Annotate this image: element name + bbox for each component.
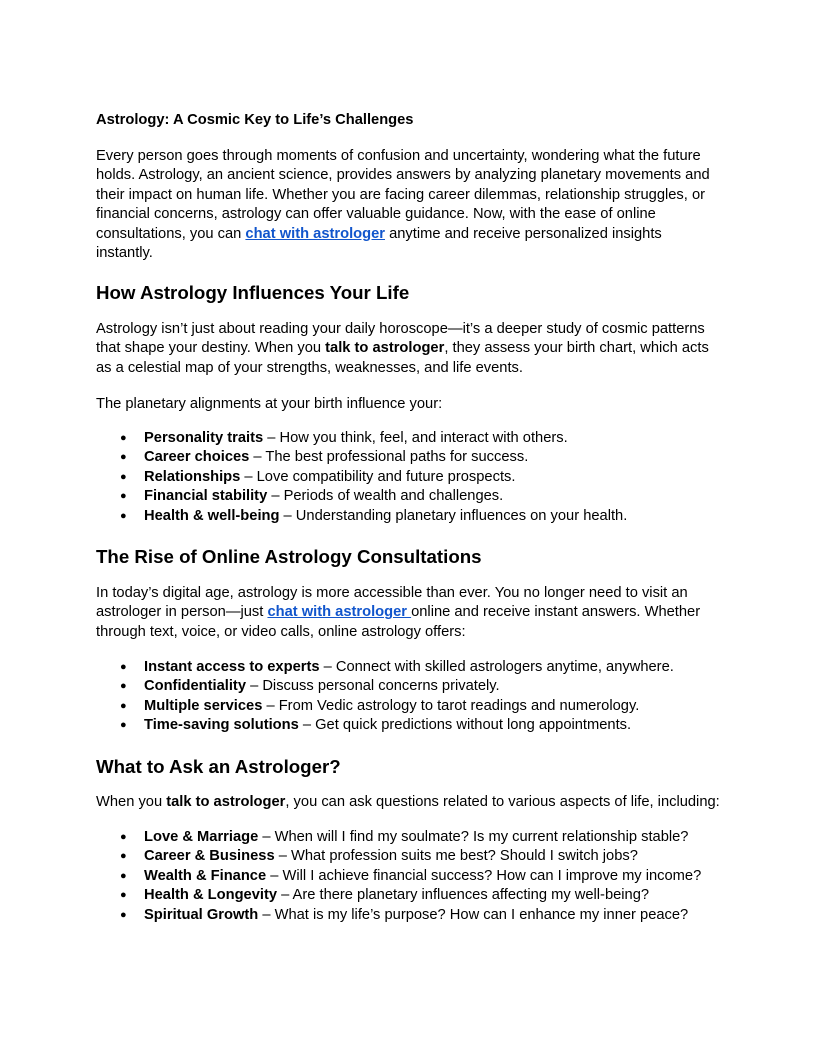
intro-paragraph [96, 147, 722, 263]
chat-with-astrologer-link[interactable]: chat with astrologer [267, 604, 412, 621]
text: In today’s digital age, astrology is more accessible than ever. You no longer need to visit an astrologer in person—just [96, 585, 688, 621]
desc: – When will I find my soulmate? Is my current relationship stable? [258, 829, 689, 845]
list-item [96, 658, 736, 677]
term: Personality traits [144, 430, 264, 446]
desc: – Get quick predictions without long appointments. [298, 717, 632, 734]
bold-text: talk to astrologer [325, 340, 445, 357]
desc: – How you think, feel, and interact with others. [263, 430, 568, 446]
desc: – Are there planetary influences affecting my well-being? [277, 887, 650, 904]
desc: – Connect with skilled astrologers anytime, anywhere. [319, 659, 674, 675]
section3-paragraph [96, 793, 722, 812]
term: Multiple services [144, 697, 263, 714]
benefits-list [96, 658, 736, 736]
chat-with-astrologer-link[interactable]: chat with astrologer [245, 225, 385, 242]
text: Every person goes through moments of confusion and uncertainty, wondering what the future holds. Astrology, an ancient science, provides answers by analyzing planetary movements and their impact on human life. Whether you are facing career dilemmas, relationship struggles, or financial concerns, astrology can offer valuable guidance. Now, with the ease of online consultations, you can [96, 148, 710, 242]
desc: – Will I achieve financial success? How can I improve my income? [266, 867, 702, 884]
list-item [96, 677, 736, 696]
term: Career choices [144, 449, 250, 466]
list-item [96, 716, 736, 735]
section-heading: How Astrology Influences Your Life [96, 282, 410, 303]
section2-paragraph [96, 584, 722, 642]
term: Health & Longevity [144, 887, 278, 904]
influence-list [96, 429, 736, 526]
list-item [96, 867, 736, 886]
list-item [96, 429, 736, 448]
list-item [96, 828, 736, 847]
list-item [96, 507, 736, 526]
bold-text: talk to astrologer [166, 794, 286, 810]
term: Instant access to experts [144, 659, 320, 675]
document-title: Astrology: A Cosmic Key to Life’s Challenges [96, 112, 414, 128]
list-item [96, 487, 736, 506]
term: Financial stability [144, 488, 268, 505]
desc: – From Vedic astrology to tarot readings and numerology. [262, 697, 640, 714]
list-item [96, 468, 736, 487]
list-item [96, 906, 736, 925]
list-item [96, 847, 736, 866]
term: Love & Marriage [144, 829, 259, 845]
term: Career & Business [144, 848, 275, 865]
desc: – What is my life’s purpose? How can I enhance my inner peace? [258, 906, 689, 923]
text: anytime and receive personalized insights instantly. [96, 225, 662, 262]
term: Health & well-being [144, 507, 280, 524]
term: Spiritual Growth [144, 906, 259, 923]
desc: – What profession suits me best? Should I switch jobs? [274, 848, 638, 865]
term: Time-saving solutions [144, 717, 299, 734]
section-heading: The Rise of Online Astrology Consultations [96, 546, 482, 567]
text: , they assess your birth chart, which acts as a celestial map of your strengths, weaknesses, and life events. [96, 340, 709, 376]
section1-lead: The planetary alignments at your birth influence your: [96, 396, 443, 412]
text: , you can ask questions related to various aspects of life, including: [285, 794, 720, 810]
desc: – The best professional paths for success. [249, 449, 529, 466]
list-item [96, 448, 736, 467]
term: Relationships [144, 468, 241, 485]
term: Wealth & Finance [144, 867, 267, 884]
term: Confidentiality [144, 678, 246, 695]
section1-paragraph [96, 320, 722, 378]
section-heading: What to Ask an Astrologer? [96, 756, 341, 777]
questions-list [96, 828, 736, 925]
text: When you [96, 794, 167, 810]
text: Astrology isn’t just about reading your daily horoscope—it’s a deeper study of cosmic patterns that shape your destiny. When you [96, 321, 705, 357]
desc: – Understanding planetary influences on your health. [279, 507, 628, 524]
list-item [96, 697, 736, 716]
desc: – Periods of wealth and challenges. [267, 488, 504, 505]
list-item [96, 886, 736, 905]
desc: – Love compatibility and future prospects. [240, 468, 516, 485]
text: online and receive instant answers. Whether through text, voice, or video calls, online astrology offers: [96, 604, 701, 640]
desc: – Discuss personal concerns privately. [246, 678, 500, 695]
